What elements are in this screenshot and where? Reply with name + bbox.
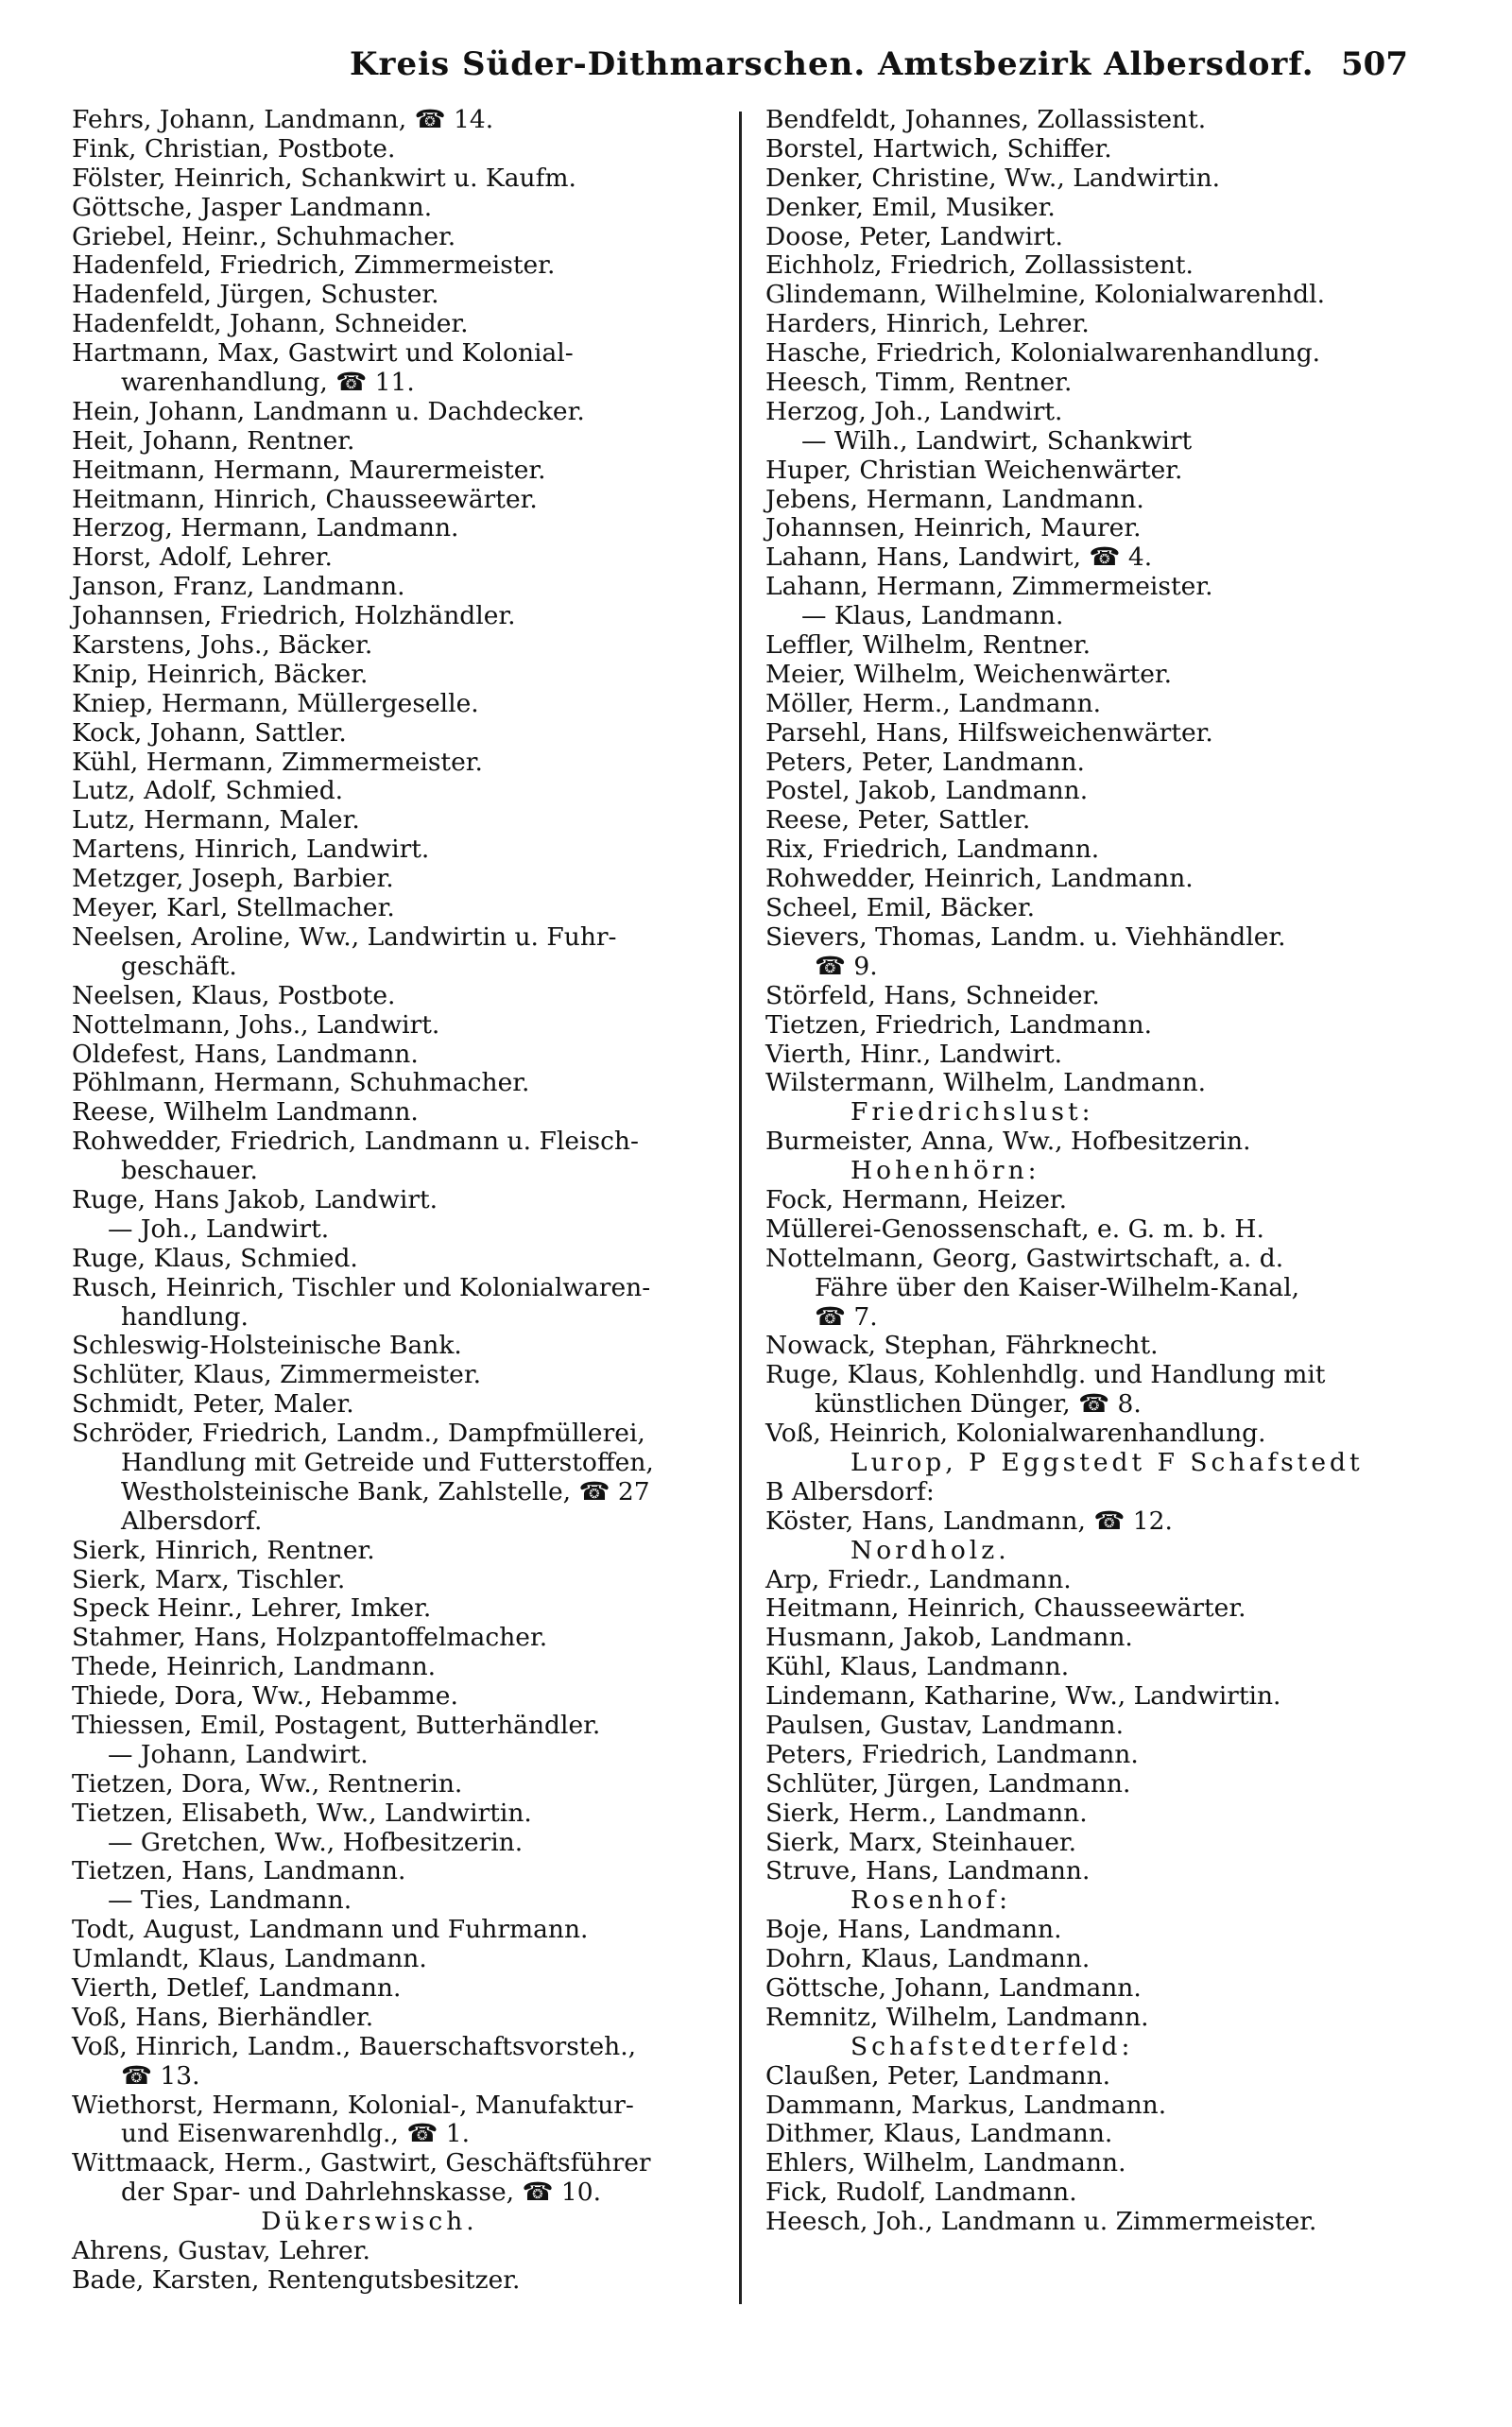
directory-entry: Ruge, Klaus, Schmied.: [72, 1243, 358, 1273]
directory-entry: Speck Heinr., Lehrer, Imker.: [72, 1593, 432, 1624]
directory-entry: Möller, Herm., Landmann.: [765, 688, 1102, 718]
directory-entry: Kühl, Hermann, Zimmermeister.: [72, 747, 483, 777]
directory-entry: Sierk, Marx, Tischler.: [72, 1564, 346, 1594]
directory-entry: Tietzen, Dora, Ww., Rentnerin.: [72, 1768, 463, 1799]
locality-heading: Friedrichslust:: [850, 1097, 1094, 1127]
directory-entry: Griebel, Heinr., Schuhmacher.: [72, 221, 456, 251]
page-number: 507: [1341, 45, 1408, 83]
directory-entry: Doose, Peter, Landwirt.: [765, 221, 1063, 251]
directory-entry: Scheel, Emil, Bäcker.: [765, 893, 1036, 923]
directory-entry: Schleswig-Holsteinische Bank.: [72, 1331, 462, 1361]
directory-entry: Thiede, Dora, Ww., Hebamme.: [72, 1681, 458, 1712]
directory-entry: Göttsche, Johann, Landmann.: [765, 1973, 1142, 2003]
directory-entry: Ehlers, Wilhelm, Landmann.: [765, 2148, 1126, 2178]
directory-entry: Fick, Rudolf, Landmann.: [765, 2177, 1077, 2208]
directory-entry: Tietzen, Hans, Landmann.: [72, 1856, 406, 1886]
directory-entry: Hartmann, Max, Gastwirt und Kolonial-: [72, 338, 574, 369]
directory-entry: Parsehl, Hans, Hilfsweichenwärter.: [765, 717, 1213, 748]
directory-entry: der Spar- und Dahrlehnskasse, ☎ 10.: [121, 2177, 602, 2208]
directory-entry: Heesch, Joh., Landmann u. Zimmermeister.: [765, 2207, 1317, 2237]
directory-entry: Vierth, Detlef, Landmann.: [72, 1973, 402, 2003]
page-header: [0, 40, 1512, 96]
directory-entry: und Eisenwarenhdlg., ☎ 1.: [121, 2119, 471, 2149]
directory-entry: B Albersdorf:: [765, 1476, 935, 1506]
directory-entry: Heitmann, Heinrich, Chausseewärter.: [765, 1593, 1246, 1624]
directory-entry: — Wilh., Landwirt, Schankwirt: [801, 425, 1193, 456]
directory-entry: Reese, Peter, Sattler.: [765, 805, 1031, 835]
directory-entry: Schlüter, Jürgen, Landmann.: [765, 1768, 1131, 1799]
directory-entry: Rohwedder, Friedrich, Landmann u. Fleisch-: [72, 1127, 639, 1157]
directory-entry: Wittmaack, Herm., Gastwirt, Geschäftsführer: [72, 2148, 651, 2178]
directory-entry: Bendfeldt, Johannes, Zollassistent.: [765, 105, 1207, 134]
directory-entry: Köster, Hans, Landmann, ☎ 12.: [765, 1506, 1173, 1536]
directory-entry: — Klaus, Landmann.: [801, 601, 1064, 631]
directory-entry: Handlung mit Getreide und Futterstoffen,: [121, 1447, 654, 1477]
directory-entry: — Gretchen, Ww., Hofbesitzerin.: [108, 1827, 524, 1857]
locality-heading: Lurop, P Eggstedt F Schafstedt: [850, 1447, 1364, 1477]
directory-entry: Lahann, Hans, Landwirt, ☎ 4.: [765, 542, 1153, 573]
directory-entry: Paulsen, Gustav, Landmann.: [765, 1710, 1125, 1740]
directory-entry: Johannsen, Heinrich, Maurer.: [765, 513, 1142, 543]
directory-entry: Kühl, Klaus, Landmann.: [765, 1652, 1070, 1682]
directory-entry: Kock, Johann, Sattler.: [72, 717, 347, 748]
directory-entry: Huper, Christian Weichenwärter.: [765, 455, 1183, 485]
directory-entry: Sierk, Hinrich, Rentner.: [72, 1535, 375, 1565]
directory-entry: Herzog, Hermann, Landmann.: [72, 513, 459, 543]
directory-entry: Postel, Jakob, Landmann.: [765, 776, 1089, 806]
directory-entry: Wilstermann, Wilhelm, Landmann.: [765, 1068, 1207, 1098]
directory-entry: Horst, Adolf, Lehrer.: [72, 542, 333, 573]
directory-entry: Umlandt, Klaus, Landmann.: [72, 1944, 427, 1974]
directory-entry: Ruge, Klaus, Kohlenhdlg. und Handlung mit: [765, 1360, 1326, 1390]
locality-heading: Hohenhörn:: [850, 1156, 1040, 1186]
directory-entry: Dohrn, Klaus, Landmann.: [765, 1944, 1091, 1974]
directory-entry: ☎ 13.: [121, 2060, 200, 2091]
directory-entry: warenhandlung, ☎ 11.: [121, 368, 415, 398]
locality-heading: Nordholz.: [850, 1535, 1010, 1565]
directory-entry: ☎ 9.: [815, 951, 878, 981]
directory-entry: Tietzen, Elisabeth, Ww., Landwirtin.: [72, 1798, 532, 1828]
directory-entry: Husmann, Jakob, Landmann.: [765, 1623, 1133, 1653]
directory-entry: Dithmer, Klaus, Landmann.: [765, 2119, 1113, 2149]
directory-entry: geschäft.: [121, 951, 237, 981]
directory-entry: — Joh., Landwirt.: [108, 1214, 330, 1244]
directory-entry: Neelsen, Aroline, Ww., Landwirtin u. Fuhr-: [72, 921, 617, 952]
directory-entry: Ahrens, Gustav, Lehrer.: [72, 2236, 370, 2266]
directory-entry: Sierk, Herm., Landmann.: [765, 1798, 1088, 1828]
right-column: [765, 106, 1427, 2237]
directory-entry: Nottelmann, Georg, Gastwirtschaft, a. d.: [765, 1243, 1284, 1273]
directory-entry: Tietzen, Friedrich, Landmann.: [765, 1009, 1153, 1040]
directory-entry: Wiethorst, Hermann, Kolonial-, Manufaktur-: [72, 2090, 634, 2120]
directory-entry: Fehrs, Johann, Landmann, ☎ 14.: [72, 105, 494, 134]
directory-entry: — Johann, Landwirt.: [108, 1739, 369, 1769]
directory-entry: Sierk, Marx, Steinhauer.: [765, 1827, 1077, 1857]
directory-entry: Janson, Franz, Landmann.: [72, 572, 405, 602]
directory-entry: Rohwedder, Heinrich, Landmann.: [765, 864, 1194, 894]
column-divider: [739, 112, 742, 2304]
directory-entry: Glindemann, Wilhelmine, Kolonialwarenhdl.: [765, 280, 1326, 310]
directory-entry: Bade, Karsten, Rentengutsbesitzer.: [72, 2264, 521, 2295]
directory-entry: Kniep, Hermann, Müllergeselle.: [72, 688, 479, 718]
directory-entry: Boje, Hans, Landmann.: [765, 1915, 1062, 1945]
directory-entry: Hadenfeld, Friedrich, Zimmermeister.: [72, 250, 556, 281]
directory-entry: Albersdorf.: [121, 1506, 263, 1536]
directory-entry: Leffler, Wilhelm, Rentner.: [765, 630, 1091, 661]
directory-entry: Voß, Hans, Bierhändler.: [72, 2002, 374, 2032]
directory-entry: Eichholz, Friedrich, Zollassistent.: [765, 250, 1194, 281]
directory-entry: Dammann, Markus, Landmann.: [765, 2090, 1167, 2120]
directory-entry: Störfeld, Hans, Schneider.: [765, 980, 1100, 1010]
directory-entry: Stahmer, Hans, Holzpantoffelmacher.: [72, 1623, 548, 1653]
directory-entry: Heit, Johann, Rentner.: [72, 425, 355, 456]
directory-entry: Nowack, Stephan, Fährknecht.: [765, 1331, 1159, 1361]
directory-entry: Heesch, Timm, Rentner.: [765, 368, 1073, 398]
directory-entry: Metzger, Joseph, Barbier.: [72, 864, 394, 894]
directory-entry: Lutz, Hermann, Maler.: [72, 805, 360, 835]
directory-entry: Lahann, Hermann, Zimmermeister.: [765, 572, 1213, 602]
directory-entry: Lindemann, Katharine, Ww., Landwirtin.: [765, 1681, 1281, 1712]
directory-entry: Peters, Friedrich, Landmann.: [765, 1739, 1139, 1769]
directory-entry: beschauer.: [121, 1156, 258, 1186]
directory-entry: Neelsen, Klaus, Postbote.: [72, 980, 396, 1010]
directory-entry: Müllerei-Genossenschaft, e. G. m. b. H.: [765, 1214, 1264, 1244]
directory-entry: Hasche, Friedrich, Kolonialwarenhandlung.: [765, 338, 1321, 369]
page-title: Kreis Süder-Dithmarschen. Amtsbezirk Albersdorf.: [350, 45, 1314, 83]
directory-entry: Denker, Christine, Ww., Landwirtin.: [765, 163, 1221, 193]
directory-entry: Hadenfeld, Jürgen, Schuster.: [72, 280, 439, 310]
directory-entry: Todt, August, Landmann und Fuhrmann.: [72, 1915, 589, 1945]
directory-entry: Voß, Heinrich, Kolonialwarenhandlung.: [765, 1419, 1266, 1449]
directory-entry: Johannsen, Friedrich, Holzhändler.: [72, 601, 516, 631]
directory-entry: ☎ 7.: [815, 1301, 878, 1332]
directory-entry: Hadenfeldt, Johann, Schneider.: [72, 309, 469, 339]
directory-entry: Peters, Peter, Landmann.: [765, 747, 1085, 777]
directory-entry: Meier, Wilhelm, Weichenwärter.: [765, 659, 1173, 689]
directory-entry: Thede, Heinrich, Landmann.: [72, 1652, 437, 1682]
directory-entry: Sievers, Thomas, Landm. u. Viehhändler.: [765, 921, 1286, 952]
directory-entry: Göttsche, Jasper Landmann.: [72, 192, 433, 222]
directory-entry: Schröder, Friedrich, Landm., Dampfmüllerei,: [72, 1419, 645, 1449]
directory-entry: Fölster, Heinrich, Schankwirt u. Kaufm.: [72, 163, 576, 193]
directory-entry: Martens, Hinrich, Landwirt.: [72, 835, 430, 865]
directory-entry: Herzog, Joh., Landwirt.: [765, 396, 1063, 426]
directory-entry: Meyer, Karl, Stellmacher.: [72, 893, 395, 923]
directory-entry: handlung.: [121, 1301, 249, 1332]
directory-entry: Heitmann, Hinrich, Chausseewärter.: [72, 484, 538, 514]
directory-entry: Fink, Christian, Postbote.: [72, 133, 396, 164]
directory-entry: Karstens, Johs., Bäcker.: [72, 630, 373, 661]
directory-entry: Fähre über den Kaiser-Wilhelm-Kanal,: [815, 1272, 1300, 1302]
directory-entry: Knip, Heinrich, Bäcker.: [72, 659, 369, 689]
directory-entry: — Ties, Landmann.: [108, 1885, 352, 1916]
directory-entry: Denker, Emil, Musiker.: [765, 192, 1056, 222]
locality-heading: Dükerswisch.: [261, 2207, 478, 2237]
locality-heading: Rosenhof:: [850, 1885, 1012, 1916]
directory-entry: Oldefest, Hans, Landmann.: [72, 1039, 419, 1069]
directory-entry: Struve, Hans, Landmann.: [765, 1856, 1091, 1886]
directory-entry: Jebens, Hermann, Landmann.: [765, 484, 1144, 514]
directory-entry: Rix, Friedrich, Landmann.: [765, 835, 1100, 865]
directory-entry: Ruge, Hans Jakob, Landwirt.: [72, 1184, 438, 1214]
directory-entry: Heitmann, Hermann, Maurermeister.: [72, 455, 546, 485]
directory-entry: Remnitz, Wilhelm, Landmann.: [765, 2002, 1149, 2032]
directory-entry: künstlichen Dünger, ☎ 8.: [815, 1389, 1142, 1420]
directory-entry: Lutz, Adolf, Schmied.: [72, 776, 344, 806]
directory-entry: Nottelmann, Johs., Landwirt.: [72, 1009, 440, 1040]
directory-entry: Burmeister, Anna, Ww., Hofbesitzerin.: [765, 1127, 1251, 1157]
directory-entry: Harders, Hinrich, Lehrer.: [765, 309, 1090, 339]
directory-entry: Arp, Friedr., Landmann.: [765, 1564, 1072, 1594]
directory-entry: Hein, Johann, Landmann u. Dachdecker.: [72, 396, 585, 426]
directory-entry: Voß, Hinrich, Landm., Bauerschaftsvorsteh.,: [72, 2031, 637, 2061]
directory-entry: Rusch, Heinrich, Tischler und Kolonialwaren-: [72, 1272, 651, 1302]
directory-entry: Borstel, Hartwich, Schiffer.: [765, 133, 1112, 164]
directory-entry: Schlüter, Klaus, Zimmermeister.: [72, 1360, 482, 1390]
directory-entry: Vierth, Hinr., Landwirt.: [765, 1039, 1063, 1069]
locality-heading: Schafstedterfeld:: [850, 2031, 1134, 2061]
directory-entry: Pöhlmann, Hermann, Schuhmacher.: [72, 1068, 530, 1098]
directory-entry: Thiessen, Emil, Postagent, Butterhändler.: [72, 1710, 601, 1740]
directory-entry: Schmidt, Peter, Maler.: [72, 1389, 354, 1420]
directory-entry: Reese, Wilhelm Landmann.: [72, 1097, 419, 1127]
directory-entry: Claußen, Peter, Landmann.: [765, 2060, 1111, 2091]
left-column: [72, 106, 724, 2296]
directory-entry: Fock, Hermann, Heizer.: [765, 1184, 1068, 1214]
directory-entry: Westholsteinische Bank, Zahlstelle, ☎ 27: [121, 1476, 650, 1506]
